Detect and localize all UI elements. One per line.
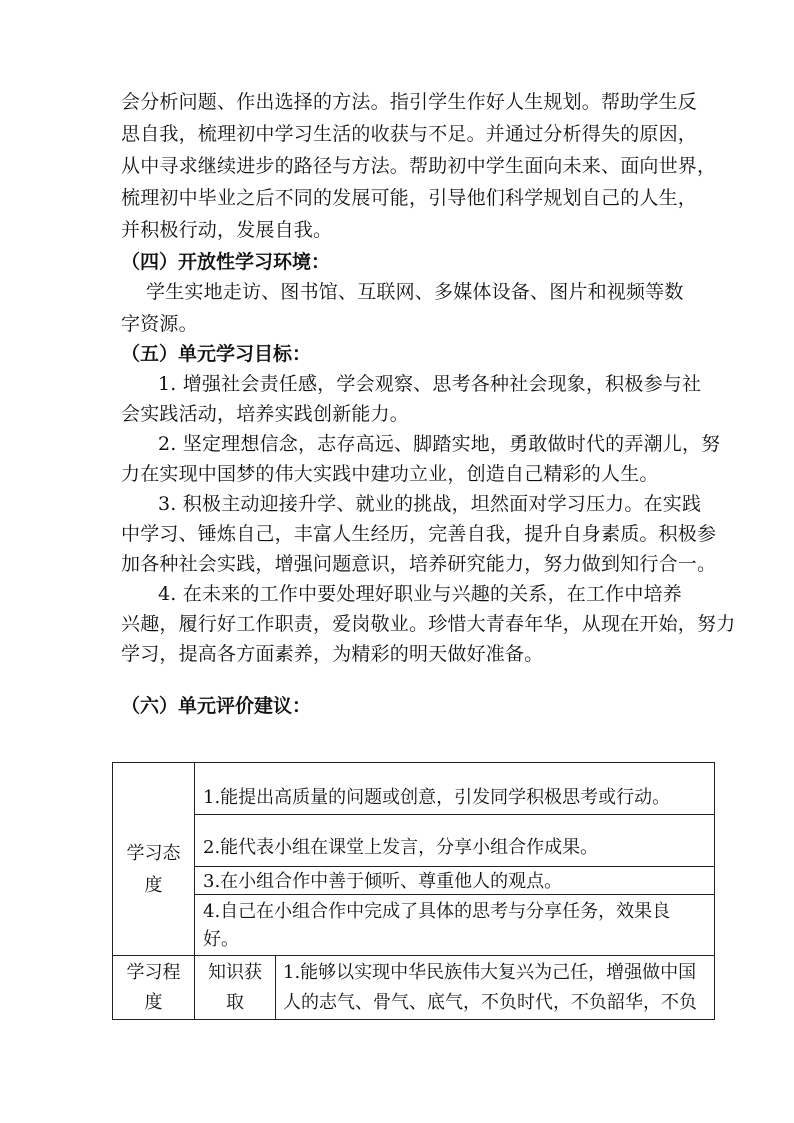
- goal-line: 兴趣，履行好工作职责，爱岗敬业。珍惜大青春年华，从现在开始，努力: [121, 613, 736, 635]
- paragraph-line: 思自我，梳理初中学习生活的收获与不足。并通过分析得失的原因，: [121, 123, 698, 145]
- attitude-item: 4.自己在小组合作中完成了具体的思考与分享任务，效果良: [203, 901, 671, 922]
- attitude-label-line: 学习态: [126, 843, 181, 864]
- table-row: [194, 762, 715, 815]
- knowledge-item-line: 人的志气、骨气、底气，不负时代，不负韶华，不负: [283, 992, 697, 1013]
- attitude-item: 2.能代表小组在课堂上发言，分享小组合作成果。: [203, 837, 599, 858]
- section-heading-goals: （五）单元学习目标：: [121, 343, 312, 365]
- goal-line: 力在实现中国梦的伟大实践中建功立业，创造自己精彩的人生。: [121, 463, 659, 485]
- knowledge-item-cell: [275, 955, 715, 1020]
- section-heading-evaluation: （六）单元评价建议：: [121, 695, 312, 717]
- goal-line: 会实践活动，培养实践创新能力。: [121, 403, 410, 425]
- goal-line: 1. 增强社会责任感，学会观察、思考各种社会现象，积极参与社: [158, 373, 702, 395]
- level-label-cell: [112, 955, 195, 1020]
- paragraph-line: 并积极行动，发展自我。: [121, 219, 333, 241]
- goal-line: 2. 坚定理想信念，志存高远、脚踏实地，勇敢做时代的弄潮儿，努: [158, 433, 721, 455]
- level-label-line: 学习程: [126, 962, 181, 983]
- paragraph-line: 会分析问题、作出选择的方法。指引学生作好人生规划。帮助学生反: [121, 91, 698, 113]
- knowledge-item-line: 1.能够以实现中华民族伟大复兴为己任，增强做中国: [283, 962, 697, 983]
- attitude-item: 3.在小组合作中善于倾听、尊重他人的观点。: [203, 871, 563, 892]
- attitude-item: 1.能提出高质量的问题或创意，引发同学积极思考或行动。: [203, 787, 671, 808]
- goal-line: 4. 在未来的工作中要处理好职业与兴趣的关系，在工作中培养: [158, 583, 682, 605]
- table-row: [194, 814, 715, 867]
- paragraph-line: 字资源。: [121, 313, 198, 335]
- table-row: [194, 866, 715, 895]
- paragraph-line: 从中寻求继续进步的路径与方法。帮助初中学生面向未来、面向世界，: [121, 155, 717, 177]
- goal-line: 学习，提高各方面素养，为精彩的明天做好准备。: [121, 643, 544, 665]
- attitude-label-cell: [112, 762, 195, 956]
- knowledge-label-cell: [194, 955, 276, 1020]
- knowledge-label-line: 知识获: [208, 962, 262, 983]
- table-row: [194, 894, 715, 956]
- attitude-label-line: 度: [144, 875, 163, 896]
- attitude-item: 好。: [203, 929, 239, 950]
- evaluation-table: [112, 762, 715, 1020]
- section-heading-environment: （四）开放性学习环境：: [121, 251, 331, 273]
- paragraph-line: 学生实地走访、图书馆、互联网、多媒体设备、图片和视频等数: [146, 281, 684, 303]
- knowledge-label-line: 取: [226, 992, 244, 1013]
- goal-line: 中学习、锤炼自己，丰富人生经历，完善自我，提升自身素质。积极参: [121, 523, 717, 545]
- paragraph-line: 梳理初中毕业之后不同的发展可能，引导他们科学规划自己的人生，: [121, 187, 698, 209]
- level-label-line: 度: [144, 992, 163, 1013]
- goal-line: 3. 积极主动迎接升学、就业的挑战，坦然面对学习压力。在实践: [158, 493, 702, 515]
- goal-line: 加各种社会实践，增强问题意识，培养研究能力，努力做到知行合一。: [121, 553, 717, 575]
